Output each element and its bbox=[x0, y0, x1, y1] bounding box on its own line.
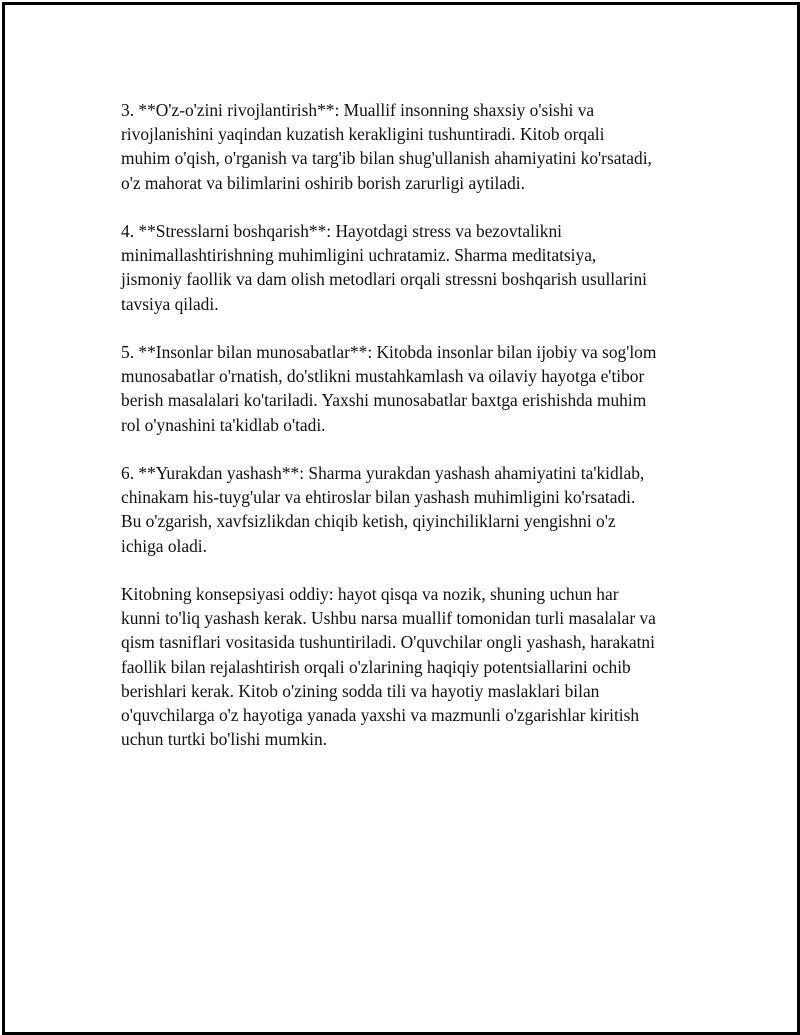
page-frame bbox=[2, 2, 800, 1035]
paragraph-stress-management: 4. **Stresslarni boshqarish**: Hayotdagi stress va bezovtalikni minimallashtirishning muhimligini uchratamiz. Sharma meditatsiya, jismoniy faollik va dam olish metodlari orqali stressni boshqarish usullarini tavsiya qiladi. bbox=[121, 221, 647, 314]
paragraph-living-from-heart: 6. **Yurakdan yashash**: Sharma yurakdan yashash ahamiyatini ta'kidlab, chinakam his-tuyg'ular va ehtiroslar bilan yashash muhimligini ko'rsatadi. Bu o'zgarish, xavfsizlikdan chiqib ketish, qiyinchiliklarni yengishni o'z ichiga oladi. bbox=[121, 463, 645, 556]
paragraph-self-development: 3. **O'z-o'zini rivojlantirish**: Muallif insonning shaxsiy o'sishi va rivojlanishini yaqindan kuzatish kerakligini tushuntiradi. Kitob orqali muhim o'qish, o'rganish va targ'ib bilan shug'ullanish ahamiyatini ko'rsatadi, o'z mahorat va bilimlarini oshirib borish zarurligi aytiladi. bbox=[121, 100, 652, 193]
document-body bbox=[121, 98, 701, 776]
paragraph-book-concept: Kitobning konsepsiyasi oddiy: hayot qisqa va nozik, shuning uchun har kunni to'liq yashash kerak. Ushbu narsa muallif tomonidan turli masalalar va qism tasniflari vositasida tushuntiriladi. O'quvchilar ongli yashash, harakatni faollik bilan rejalashtirish orqali o'zlarining haqiqiy potentsiallarini ochib berishlari kerak. Kitob o'zining sodda tili va hayotiy maslaklari bilan o'quvchilarga o'z hayotiga yanada yaxshi va mazmunli o'zgarishlar kiritish uchun turtki bo'lishi mumkin. bbox=[121, 584, 656, 750]
paragraph-relationships: 5. **Insonlar bilan munosabatlar**: Kitobda insonlar bilan ijobiy va sog'lom munosabatlar o'rnatish, do'stlikni mustahkamlash va oilaviy hayotga e'tibor berish masalalari ko'tariladi. Yaxshi munosabatlar baxtga erishishda muhim rol o'ynashini ta'kidlab o'tadi. bbox=[121, 342, 657, 435]
